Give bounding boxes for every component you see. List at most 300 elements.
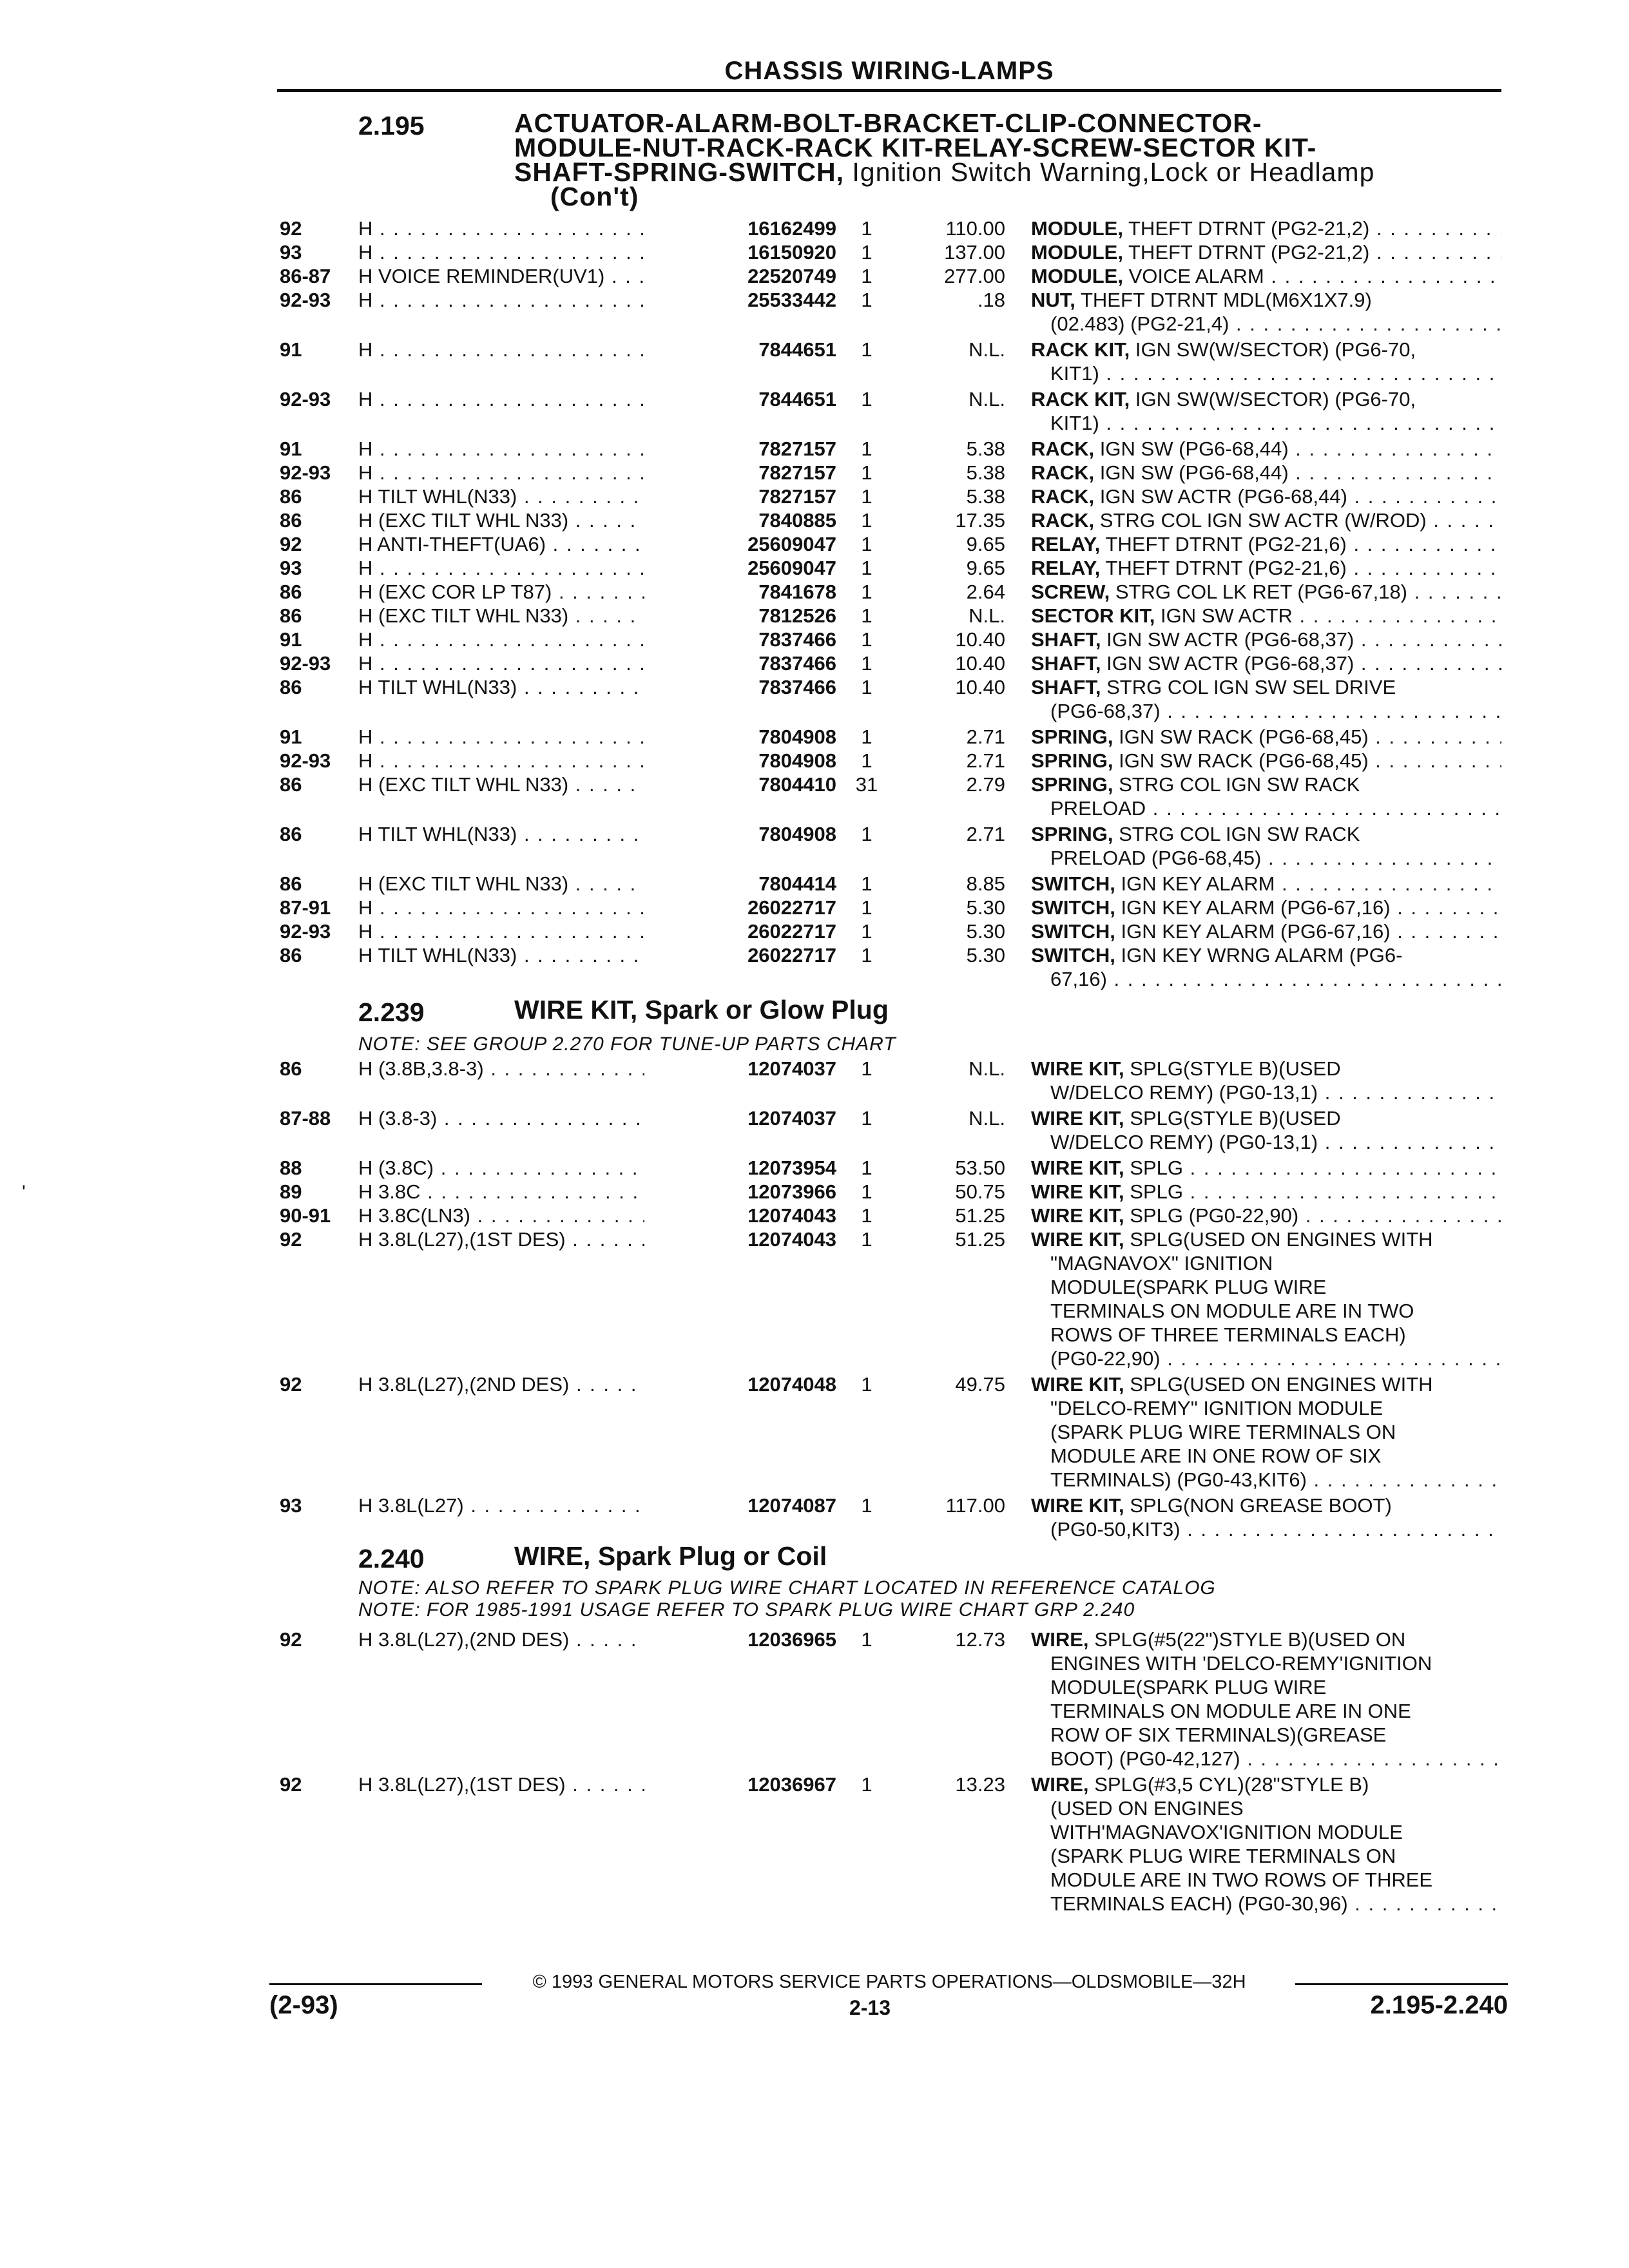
description-line <box>1031 508 1501 532</box>
quantity: 1 <box>861 1107 872 1129</box>
description-text: IGN KEY WRNG ALARM (PG6- <box>1121 944 1403 966</box>
description-text: (PG0-50,KIT3) <box>1050 1518 1181 1541</box>
part-number: 25609047 <box>644 556 836 580</box>
part-name: WIRE KIT, <box>1031 1180 1124 1203</box>
price: 50.75 <box>955 1180 1005 1203</box>
part-description <box>1031 1204 1501 1227</box>
description-text: IGN KEY ALARM (PG6-67,16) <box>1121 896 1391 919</box>
price: 2.71 <box>966 823 1005 845</box>
section-title-rest: Ignition Switch Warning,Lock or Headlamp <box>843 157 1375 187</box>
description-text: IGN SW ACTR <box>1160 604 1293 627</box>
part-name: WIRE KIT, <box>1031 1228 1124 1251</box>
description-line <box>1031 1796 1501 1820</box>
quantity: 1 <box>861 1773 872 1796</box>
description-line <box>1031 1372 1501 1396</box>
model-applicability: H (EXC COR LP T87) . . . <box>358 580 706 604</box>
model-applicability: H 3.8L(L27),(2ND DES) . . . <box>358 1628 706 1651</box>
description-text: MODULE ARE IN ONE ROW OF SIX <box>1050 1445 1382 1467</box>
quantity: 1 <box>861 1204 872 1227</box>
price: 12.73 <box>955 1628 1005 1651</box>
quantity: 1 <box>861 485 872 508</box>
section-title-rest: Spark Plug or Coil <box>590 1541 827 1571</box>
description-text: PRELOAD (PG6-68,45) <box>1050 847 1262 869</box>
section-number: 2.195 <box>358 111 425 140</box>
part-number: 7804410 <box>644 773 836 796</box>
quantity: 1 <box>861 628 872 651</box>
price: 13.23 <box>955 1773 1005 1796</box>
description-text: KIT1) <box>1050 362 1099 385</box>
description-line <box>1031 1251 1501 1275</box>
part-description <box>1031 919 1501 943</box>
quantity: 1 <box>861 557 872 579</box>
description-line <box>1031 1651 1501 1675</box>
description-text: THEFT DTRNT MDL(M6X1X7.9) <box>1080 289 1372 311</box>
part-description <box>1031 580 1501 604</box>
model-year: 92-93 <box>280 461 331 484</box>
description-line <box>1031 1396 1501 1420</box>
part-number: 7827157 <box>644 485 836 508</box>
description-text: MODULE(SPARK PLUG WIRE <box>1050 1276 1327 1298</box>
model-year: 86 <box>280 773 302 796</box>
price: 5.38 <box>966 461 1005 484</box>
footer-rule-right <box>1295 1983 1508 1985</box>
part-name: SWITCH, <box>1031 896 1115 919</box>
part-description <box>1031 749 1501 773</box>
description-line <box>1031 1444 1501 1468</box>
quantity: 1 <box>861 581 872 603</box>
description-text: PRELOAD <box>1050 797 1146 820</box>
part-name: WIRE KIT, <box>1031 1494 1124 1517</box>
price: 2.71 <box>966 749 1005 772</box>
model-year: 86 <box>280 485 302 508</box>
part-description <box>1031 1494 1501 1541</box>
model-applicability: H (EXC TILT WHL N33) . . . <box>358 773 706 796</box>
part-name: NUT, <box>1031 289 1075 311</box>
description-text: SPLG <box>1130 1157 1184 1179</box>
price: 17.35 <box>955 509 1005 532</box>
model-applicability: H . . . <box>358 437 706 461</box>
part-name: SWITCH, <box>1031 872 1115 895</box>
part-number: 7840885 <box>644 508 836 532</box>
part-name: WIRE KIT, <box>1031 1204 1124 1227</box>
model-applicability: H . . . <box>358 288 706 312</box>
model-year: 91 <box>280 437 302 460</box>
price: N.L. <box>969 338 1005 361</box>
model-applicability: H 3.8L(L27),(1ST DES) . . . <box>358 1773 706 1796</box>
model-year: 86 <box>280 581 302 603</box>
price: 5.30 <box>966 920 1005 943</box>
model-applicability: H 3.8C(LN3) . . . <box>358 1204 706 1227</box>
part-description <box>1031 288 1501 336</box>
model-applicability: H TILT WHL(N33) . . . <box>358 675 706 699</box>
description-line <box>1031 628 1501 651</box>
model-year: 92 <box>280 1228 302 1251</box>
description-line <box>1031 943 1501 967</box>
model-applicability: H . . . <box>358 896 706 919</box>
quantity: 31 <box>855 773 878 796</box>
quantity: 1 <box>861 1180 872 1203</box>
description-line <box>1031 1130 1501 1154</box>
description-line <box>1031 967 1501 991</box>
model-year: 86 <box>280 872 302 895</box>
quantity: 1 <box>861 749 872 772</box>
description-line <box>1031 411 1501 435</box>
quantity: 1 <box>861 217 872 240</box>
model-applicability: H (3.8B,3.8-3) . . . <box>358 1057 706 1081</box>
model-year: 91 <box>280 338 302 361</box>
section-title-line <box>514 157 1519 187</box>
model-applicability: H . . . <box>358 240 706 264</box>
model-year: 93 <box>280 241 302 264</box>
description-line <box>1031 485 1501 508</box>
part-description <box>1031 216 1501 240</box>
part-number: 26022717 <box>644 943 836 967</box>
description-text: IGN SW RACK (PG6-68,45) <box>1119 726 1369 748</box>
quantity: 1 <box>861 1157 872 1179</box>
part-name: SHAFT, <box>1031 652 1101 675</box>
price: 51.25 <box>955 1204 1005 1227</box>
description-line <box>1031 312 1501 336</box>
price: 10.40 <box>955 652 1005 675</box>
model-year: 92-93 <box>280 652 331 675</box>
description-line <box>1031 1227 1501 1251</box>
part-description <box>1031 1156 1501 1180</box>
quantity: 1 <box>861 604 872 627</box>
description-line <box>1031 1723 1501 1747</box>
section-title <box>514 1541 1519 1571</box>
section-title-line: ACTUATOR-ALARM-BOLT-BRACKET-CLIP-CONNECTOR- <box>514 108 1262 138</box>
part-description <box>1031 725 1501 749</box>
description-text: STRG COL IGN SW ACTR (W/ROD) <box>1099 509 1427 532</box>
part-name: WIRE, <box>1031 1628 1089 1651</box>
quantity: 1 <box>861 461 872 484</box>
part-number: 26022717 <box>644 896 836 919</box>
section-title <box>514 997 1519 1022</box>
description-line <box>1031 919 1501 943</box>
part-name: RACK KIT, <box>1031 338 1130 361</box>
section-number: 2.239 <box>358 997 425 1027</box>
description-line <box>1031 532 1501 556</box>
description-text: VOICE ALARM <box>1128 265 1264 287</box>
description-text: THEFT DTRNT (PG2-21,6) <box>1105 557 1347 579</box>
part-name: WIRE KIT, <box>1031 1057 1124 1080</box>
part-description <box>1031 943 1501 991</box>
part-number: 12073954 <box>644 1156 836 1180</box>
part-description <box>1031 240 1501 264</box>
description-text: ROWS OF THREE TERMINALS EACH) <box>1050 1323 1406 1346</box>
model-applicability: H (EXC TILT WHL N33) . . . <box>358 872 706 896</box>
description-text: TERMINALS ON MODULE ARE IN TWO <box>1050 1300 1414 1322</box>
part-name: SWITCH, <box>1031 920 1115 943</box>
part-name: SPRING, <box>1031 773 1113 796</box>
model-year: 86 <box>280 1057 302 1080</box>
price: 5.38 <box>966 437 1005 460</box>
description-text: SPLG(NON GREASE BOOT) <box>1130 1494 1392 1517</box>
model-year: 92 <box>280 1773 302 1796</box>
part-number: 7827157 <box>644 461 836 485</box>
description-text: TERMINALS ON MODULE ARE IN ONE <box>1050 1700 1411 1722</box>
part-name: WIRE, <box>1031 1773 1089 1796</box>
description-line <box>1031 872 1501 896</box>
price: 2.79 <box>966 773 1005 796</box>
part-number: 7844651 <box>644 387 836 411</box>
quantity: 1 <box>861 289 872 311</box>
description-text: STRG COL IGN SW RACK <box>1119 773 1360 796</box>
quantity: 1 <box>861 872 872 895</box>
description-line <box>1031 461 1501 485</box>
model-applicability: H TILT WHL(N33) . . . <box>358 822 706 846</box>
section-note: NOTE: SEE GROUP 2.270 FOR TUNE-UP PARTS CHART <box>358 1033 896 1055</box>
description-line <box>1031 749 1501 773</box>
description-text: THEFT DTRNT (PG2-21,2) <box>1128 217 1370 240</box>
model-year: 91 <box>280 628 302 651</box>
description-text: IGN SW RACK (PG6-68,45) <box>1119 749 1369 772</box>
description-text: IGN SW ACTR (PG6-68,37) <box>1106 628 1354 651</box>
quantity: 1 <box>861 1228 872 1251</box>
section-note: NOTE: FOR 1985-1991 USAGE REFER TO SPARK PLUG WIRE CHART GRP 2.240 <box>358 1599 1135 1620</box>
description-line <box>1031 1347 1501 1370</box>
part-name: RACK KIT, <box>1031 388 1130 410</box>
model-applicability: H (3.8-3) . . . <box>358 1106 706 1130</box>
description-line <box>1031 725 1501 749</box>
part-number: 25609047 <box>644 532 836 556</box>
description-line <box>1031 675 1501 699</box>
model-year: 89 <box>280 1180 302 1203</box>
model-year: 92 <box>280 217 302 240</box>
description-text: BOOT) (PG0-42,127) <box>1050 1747 1240 1770</box>
description-text: (SPARK PLUG WIRE TERMINALS ON <box>1050 1845 1396 1867</box>
part-name: MODULE, <box>1031 241 1123 264</box>
quantity: 1 <box>861 533 872 555</box>
price: 5.30 <box>966 896 1005 919</box>
model-applicability: H ANTI-THEFT(UA6) . . . <box>358 532 706 556</box>
model-year: 86 <box>280 604 302 627</box>
model-year: 86-87 <box>280 265 331 287</box>
description-line <box>1031 240 1501 264</box>
description-line <box>1031 822 1501 846</box>
description-line <box>1031 699 1501 723</box>
part-number: 7827157 <box>644 437 836 461</box>
footer-group-range: 2.195-2.240 <box>1370 1991 1508 2019</box>
part-name: RACK, <box>1031 437 1095 460</box>
part-number: 16150920 <box>644 240 836 264</box>
part-name: RACK, <box>1031 485 1095 508</box>
part-description <box>1031 604 1501 628</box>
description-line <box>1031 1420 1501 1444</box>
description-text: "DELCO-REMY" IGNITION MODULE <box>1050 1397 1383 1419</box>
part-description <box>1031 675 1501 723</box>
model-applicability: H 3.8L(L27),(1ST DES) . . . <box>358 1227 706 1251</box>
part-number: 12073966 <box>644 1180 836 1204</box>
model-applicability: H . . . <box>358 461 706 485</box>
quantity: 1 <box>861 1628 872 1651</box>
description-text: SPLG(#5(22")STYLE B)(USED ON <box>1094 1628 1406 1651</box>
part-name: SHAFT, <box>1031 628 1101 651</box>
price: N.L. <box>969 1107 1005 1129</box>
price: 137.00 <box>944 241 1005 264</box>
price: 49.75 <box>955 1373 1005 1396</box>
part-description <box>1031 628 1501 651</box>
description-text: (USED ON ENGINES <box>1050 1797 1244 1820</box>
part-description <box>1031 1106 1501 1154</box>
model-applicability: H (3.8C) . . . <box>358 1156 706 1180</box>
description-text: THEFT DTRNT (PG2-21,6) <box>1105 533 1347 555</box>
description-line <box>1031 1517 1501 1541</box>
description-text: KIT1) <box>1050 412 1099 434</box>
part-name: SWITCH, <box>1031 944 1115 966</box>
part-name: MODULE, <box>1031 217 1123 240</box>
price: 9.65 <box>966 533 1005 555</box>
part-number: 12036967 <box>644 1773 836 1796</box>
description-text: ENGINES WITH 'DELCO-REMY'IGNITION <box>1050 1652 1432 1675</box>
description-text: IGN KEY ALARM (PG6-67,16) <box>1121 920 1391 943</box>
description-text: WITH'MAGNAVOX'IGNITION MODULE <box>1050 1821 1403 1843</box>
price: 10.40 <box>955 628 1005 651</box>
description-line <box>1031 1468 1501 1492</box>
part-name: RELAY, <box>1031 533 1101 555</box>
quantity: 1 <box>861 896 872 919</box>
description-line <box>1031 288 1501 312</box>
part-description <box>1031 508 1501 532</box>
description-text: SPLG(USED ON ENGINES WITH <box>1130 1373 1433 1396</box>
part-name: WIRE KIT, <box>1031 1157 1124 1179</box>
description-line <box>1031 1057 1501 1081</box>
description-line <box>1031 1275 1501 1299</box>
section-title <box>514 108 1519 211</box>
part-number: 7804908 <box>644 822 836 846</box>
description-text: (SPARK PLUG WIRE TERMINALS ON <box>1050 1421 1396 1443</box>
quantity: 1 <box>861 265 872 287</box>
quantity: 1 <box>861 920 872 943</box>
description-text: TERMINALS) (PG0-43,KIT6) <box>1050 1468 1307 1491</box>
description-text: STRG COL IGN SW RACK <box>1119 823 1360 845</box>
description-text: STRG COL LK RET (PG6-67,18) <box>1115 581 1408 603</box>
description-line <box>1031 1747 1501 1771</box>
description-line <box>1031 773 1501 796</box>
section-note: NOTE: ALSO REFER TO SPARK PLUG WIRE CHART LOCATED IN REFERENCE CATALOG <box>358 1577 1216 1599</box>
description-line <box>1031 1156 1501 1180</box>
part-description <box>1031 1628 1501 1771</box>
part-name: RELAY, <box>1031 557 1101 579</box>
part-number: 7844651 <box>644 338 836 361</box>
description-text: IGN SW ACTR (PG6-68,44) <box>1099 485 1347 508</box>
description-text: IGN SW(W/SECTOR) (PG6-70, <box>1135 388 1416 410</box>
description-text: SPLG(#3,5 CYL)(28"STYLE B) <box>1094 1773 1369 1796</box>
price: N.L. <box>969 604 1005 627</box>
model-year: 86 <box>280 676 302 698</box>
description-line <box>1031 387 1501 411</box>
part-description <box>1031 437 1501 461</box>
model-applicability: H . . . <box>358 651 706 675</box>
price: N.L. <box>969 388 1005 410</box>
model-year: 92-93 <box>280 388 331 410</box>
part-number: 7837466 <box>644 628 836 651</box>
price: 110.00 <box>945 217 1005 240</box>
section-title-rest: Spark or Glow Plug <box>637 995 889 1024</box>
part-description <box>1031 1773 1501 1916</box>
model-applicability: H . . . <box>358 725 706 749</box>
model-year: 92 <box>280 533 302 555</box>
part-description <box>1031 896 1501 919</box>
description-text: ROW OF SIX TERMINALS)(GREASE <box>1050 1724 1387 1746</box>
description-line <box>1031 604 1501 628</box>
part-number: 7804414 <box>644 872 836 896</box>
description-line <box>1031 437 1501 461</box>
description-line <box>1031 1844 1501 1868</box>
description-text: MODULE ARE IN TWO ROWS OF THREE <box>1050 1869 1433 1891</box>
price: 5.30 <box>966 944 1005 966</box>
price: 10.40 <box>955 676 1005 698</box>
part-name: MODULE, <box>1031 265 1123 287</box>
model-year: 93 <box>280 1494 302 1517</box>
part-description <box>1031 532 1501 556</box>
part-number: 7841678 <box>644 580 836 604</box>
part-name: SECTOR KIT, <box>1031 604 1155 627</box>
quantity: 1 <box>861 652 872 675</box>
part-number: 12074087 <box>644 1494 836 1517</box>
description-line <box>1031 1081 1501 1104</box>
model-applicability: H 3.8L(L27),(2ND DES) . . . <box>358 1372 706 1396</box>
section-title-bold: WIRE, <box>514 1541 591 1571</box>
part-description <box>1031 264 1501 288</box>
description-line <box>1031 796 1501 820</box>
quantity: 1 <box>861 388 872 410</box>
model-year: 86 <box>280 509 302 532</box>
section-title-cont: (Con't) <box>550 182 639 211</box>
quantity: 1 <box>861 509 872 532</box>
price: 2.71 <box>966 726 1005 748</box>
footer-date: (2-93) <box>269 1991 338 2019</box>
description-line <box>1031 1106 1501 1130</box>
price: 117.00 <box>945 1494 1005 1517</box>
part-number: 22520749 <box>644 264 836 288</box>
running-head: CHASSIS WIRING-LAMPS <box>724 57 1054 85</box>
model-applicability: H 3.8L(L27) . . . <box>358 1494 706 1517</box>
price: 51.25 <box>955 1228 1005 1251</box>
description-line <box>1031 338 1501 361</box>
part-description <box>1031 1227 1501 1370</box>
part-name: SHAFT, <box>1031 676 1101 698</box>
description-line <box>1031 1868 1501 1892</box>
model-year: 87-91 <box>280 896 331 919</box>
part-number: 25533442 <box>644 288 836 312</box>
part-number: 12074037 <box>644 1057 836 1081</box>
description-line <box>1031 1204 1501 1227</box>
model-applicability: H . . . <box>358 387 706 411</box>
description-text: IGN SW(W/SECTOR) (PG6-70, <box>1135 338 1416 361</box>
description-text: IGN SW (PG6-68,44) <box>1099 461 1289 484</box>
description-text: (PG6-68,37) <box>1050 700 1161 722</box>
description-text: SPLG (PG0-22,90) <box>1130 1204 1299 1227</box>
price: 9.65 <box>966 557 1005 579</box>
description-line <box>1031 1180 1501 1204</box>
description-text: IGN SW (PG6-68,44) <box>1099 437 1289 460</box>
model-year: 87-88 <box>280 1107 331 1129</box>
part-name: SPRING, <box>1031 749 1113 772</box>
model-applicability: H (EXC TILT WHL N33) . . . <box>358 604 706 628</box>
model-applicability: H . . . <box>358 556 706 580</box>
quantity: 1 <box>861 944 872 966</box>
model-year: 92-93 <box>280 920 331 943</box>
part-name: WIRE KIT, <box>1031 1373 1124 1396</box>
description-line <box>1031 1299 1501 1323</box>
description-text: (02.483) (PG2-21,4) <box>1050 312 1229 335</box>
description-text: SPLG(STYLE B)(USED <box>1130 1107 1341 1129</box>
part-description <box>1031 872 1501 896</box>
header-rule <box>277 89 1501 92</box>
price: 5.38 <box>966 485 1005 508</box>
part-name: SPRING, <box>1031 726 1113 748</box>
